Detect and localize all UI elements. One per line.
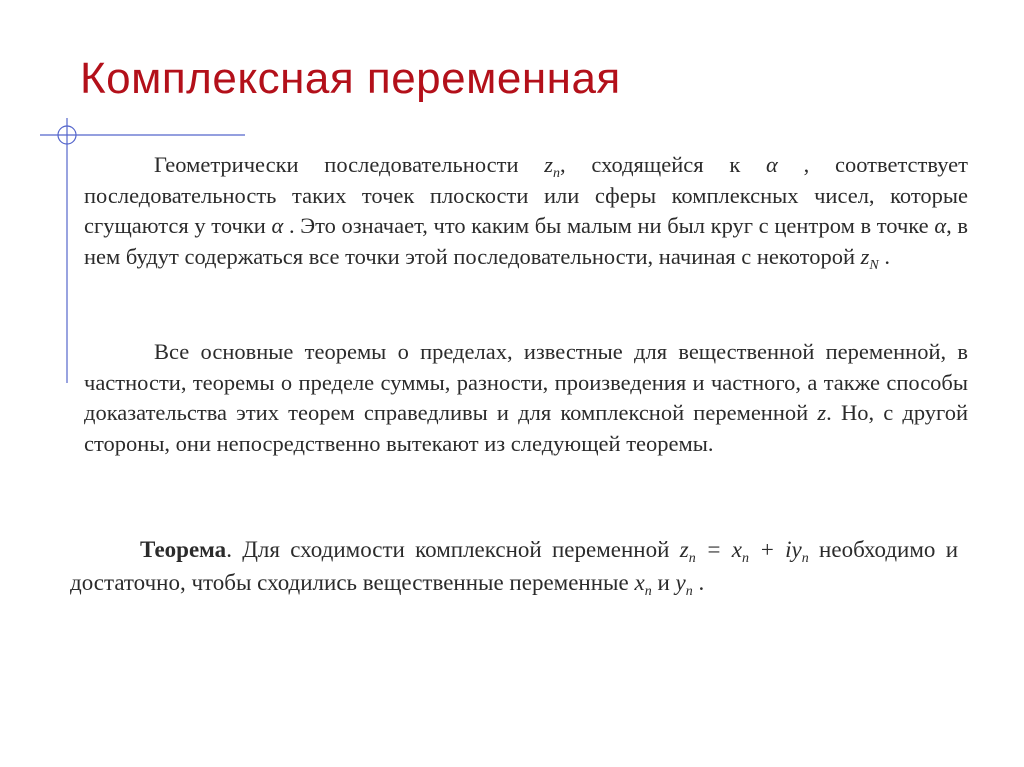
p2-text-1: Все основные теоремы о пределах, известные для вещественной переменной, в частности, теоремы о пределе суммы, разности, произведения и частного, а также способы доказательства этих теорем справедливы и для комплексной переменной [84,339,968,425]
p1-text-1: Геометрически последовательности [154,152,519,177]
slide-title: Комплексная переменная [80,54,621,103]
math-z: z [817,400,827,425]
math-zn: $z_n$ [544,152,561,181]
p1-text-5: , в нем будут содержаться все точки этой последовательности, начиная с некоторой [84,213,969,269]
math-formula: $z_n = x_n + iy_n$ [679,537,809,566]
p2-text-2: . Но, с другой стороны, они непосредственно вытекают из следующей теоремы. [84,400,969,456]
math-alpha-1: α [766,152,778,177]
math-xn: $x_n$ [634,570,652,599]
p3-text-1: . Для сходимости комплексной переменной [226,537,670,562]
p1-text-2: , сходящейся к [560,152,741,177]
p3-text-3: и [651,570,670,595]
p1-text-3: , соответствует последовательность таких точек плоскости или сферы комплексных чисел, которые сгущаются у точки [84,152,969,238]
p3-text-2: необходимо и достаточно, чтобы сходились вещественные переменные [70,537,959,595]
p1-text-4: . Это означает, что каким бы малым ни был круг с центром в точке [288,213,929,238]
paragraph-theorem [70,533,958,599]
paragraph-theorems [84,337,968,459]
p1-text-6: . [884,243,890,269]
theorem-label: Теорема [140,537,227,562]
p3-text-4: . [698,570,705,595]
math-alpha-3: α [934,213,947,238]
math-alpha-2: α [271,213,284,238]
math-yn: $y_n$ [675,570,693,599]
math-zN: $z_N$ [860,243,879,273]
paragraph-geometric [84,150,968,272]
